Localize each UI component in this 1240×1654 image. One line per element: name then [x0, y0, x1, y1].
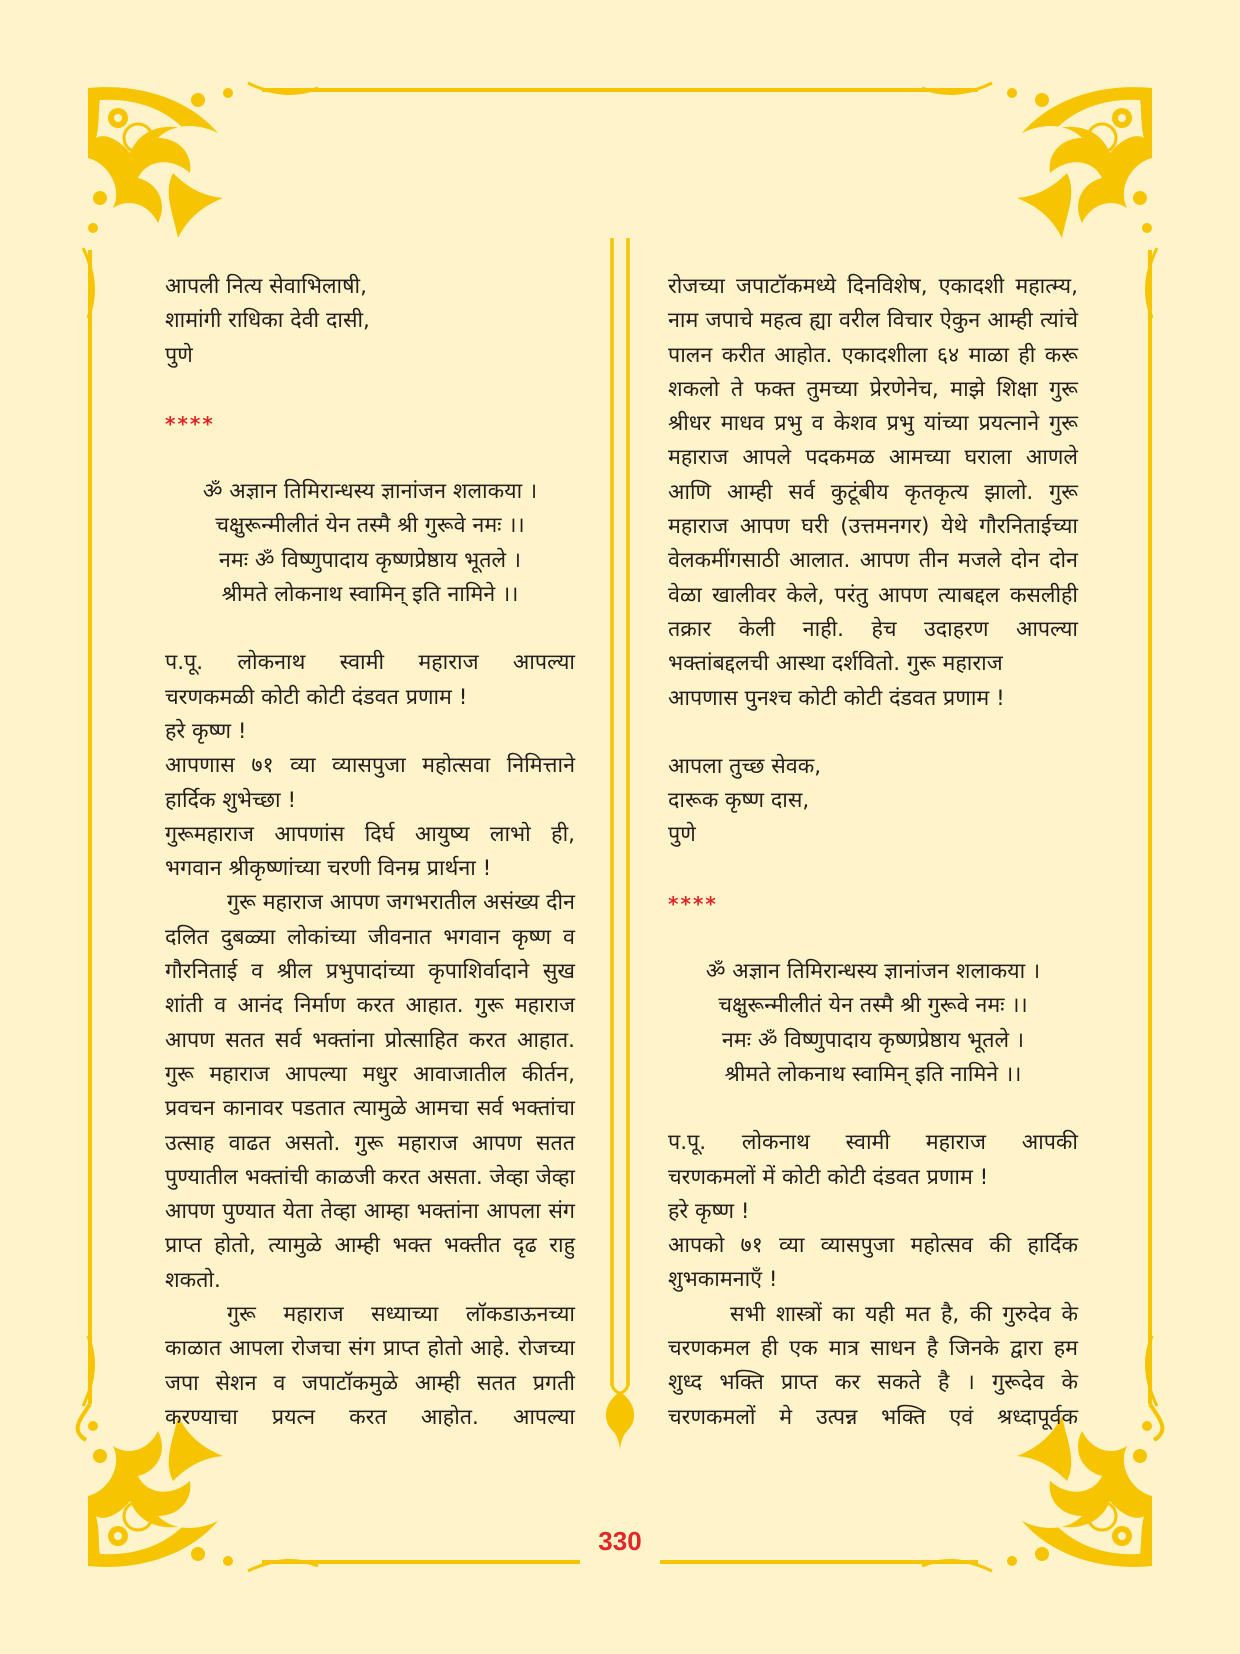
mantra-line: नमः ॐ विष्णुपादाय कृष्णप्रेष्ठाय भूतले ।: [218, 547, 522, 573]
mantra-line: ॐ अज्ञान तिमिरान्धस्य ज्ञानांजन शलाकया ।: [202, 479, 538, 505]
salutation: प.पू. लोकनाथ स्वामी महाराज आपल्या: [165, 650, 575, 676]
signoff-line: पुणे: [165, 342, 193, 368]
body-paragraph: गुरू महाराज आपण जगभरातील असंख्य दीन दलित दुबळ्या लोकांच्या जीवनात भगवान कृष्ण व गौरनिताई व श्रील प्रभुपादांच्या कृपाशिर्वादाने सुख शांती व आनंद निर्माण करत आहात. गुरू महाराज आपण सतत सर्व भक्तांना प्रोत्साहित करत आहात. गुरू महाराज आपल्या मधुर आवाजातील कीर्तन, प्रवचन कानावर पडतात त्यामुळे आमचा सर्व भक्तांचा उत्साह वाढत असतो. गुरू महाराज आपण सतत पुण्यातील भक्तांची काळजी करत असता. जेव्हा जेव्हा आपण पुण्यात येता तेव्हा आम्हा भक्तांना आपला संग प्राप्त होतो, त्यामुळे आम्ही भक्त भक्तीत दृढ राहु शकतो.: [165, 890, 575, 1293]
prayer: गुरूमहाराज आपणांस दिर्घ आयुष्य लाभो ही,: [165, 821, 575, 847]
right-column: [668, 270, 1078, 1435]
page-number: 330: [598, 1526, 642, 1556]
body-paragraph: सभी शास्त्रों का यही मत है, की गुरुदेव के चरणकमल ही एक मात्र साधन है जिनके द्वारा हम शुध्द भक्ति प्राप्त कर सकते है । गुरूदेव के चरणकमलों मे उत्पन्न भक्ति एवं श्रध्दापूर्वक: [668, 1301, 1078, 1430]
signoff-line: शामांगी राधिका देवी दासी,: [165, 308, 370, 334]
wish: आपको ७१ व्या व्यासपुजा महोत्सव की हार्दिक: [668, 1233, 1078, 1259]
greeting: हरे कृष्ण !: [165, 718, 247, 744]
signoff-line: आपला तुच्छ सेवक,: [668, 753, 822, 779]
wish: शुभकामनाएँ !: [668, 1267, 778, 1293]
mantra-line: चक्षुरून्मीलीतं येन तस्मै श्री गुरूवे नमः ।।: [718, 993, 1028, 1019]
signoff-line: पुणे: [668, 822, 696, 848]
wish: हार्दिक शुभेच्छा !: [165, 787, 297, 813]
mantra-line: ॐ अज्ञान तिमिरान्धस्य ज्ञानांजन शलाकया ।: [705, 959, 1041, 985]
prayer: भगवान श्रीकृष्णांच्या चरणी विनम्र प्रार्थना !: [165, 856, 492, 882]
separator-stars: ****: [165, 411, 215, 436]
mantra-line: श्रीमते लोकनाथ स्वामिन् इति नामिने ।।: [724, 1061, 1022, 1087]
salutation: चरणकमलों में कोटी कोटी दंडवत प्रणाम !: [668, 1164, 989, 1190]
body-paragraph: गुरू महाराज सध्याच्या लॉकडाऊनच्या काळात आपला रोजचा संग प्राप्त होतो आहे. रोजच्या जपा सेशन व जपाटॉकमुळे आम्ही सतत प्रगती करण्याचा प्रयत्न करत आहोत. आपल्या: [165, 1302, 575, 1430]
salutation: प.पू. लोकनाथ स्वामी महाराज आपकी: [668, 1130, 1078, 1156]
body-paragraph: रोजच्या जपाटॉकमध्ये दिनविशेष, एकादशी महात्म्य, नाम जपाचे महत्व ह्या वरील विचार ऐकुन आम्ही त्यांचे पालन करीत आहोत. एकादशीला ६४ माळा ही करू शकलो ते फक्त तुमच्या प्रेरणेनेच, माझे शिक्षा गुरू श्रीधर माधव प्रभु व केशव प्रभु यांच्या प्रयत्नाने गुरू महाराज आपले पदकमळ आमच्या घराला आणले आणि आम्ही सर्व कुटूंबीय कृतकृत्य झालो. गुरू महाराज आपण घरी (उत्तमनगर) येथे गौरनिताईच्या वेलकमींगसाठी आलात. आपण तीन मजले दोन दोन वेळा खालीवर केले, परंतु आपण त्याबद्दल कसलीही तक्रार केली नाही. हेच उदाहरण आपल्या भक्तांबद्दलची आस्था दर्शवितो. गुरू महाराज: [668, 274, 1078, 677]
mantra-line: श्रीमते लोकनाथ स्वामिन् इति नामिने ।।: [221, 582, 519, 608]
mantra-line: चक्षुरून्मीलीतं येन तस्मै श्री गुरूवे नमः ।।: [215, 513, 525, 539]
separator-stars: ****: [668, 891, 718, 916]
signoff-line: दारूक कृष्ण दास,: [668, 788, 810, 814]
wish: आपणास ७१ व्या व्यासपुजा महोत्सवा निमित्ताने: [165, 753, 575, 779]
mantra-line: नमः ॐ विष्णुपादाय कृष्णप्रेष्ठाय भूतले ।: [721, 1027, 1025, 1053]
left-column: [165, 270, 575, 1435]
body-paragraph: आपणास पुनश्च कोटी कोटी दंडवत प्रणाम !: [668, 685, 1005, 711]
greeting: हरे कृष्ण !: [668, 1198, 750, 1224]
salutation: चरणकमळी कोटी कोटी दंडवत प्रणाम !: [165, 684, 468, 710]
signoff-line: आपली नित्य सेवाभिलाषी,: [165, 274, 367, 299]
